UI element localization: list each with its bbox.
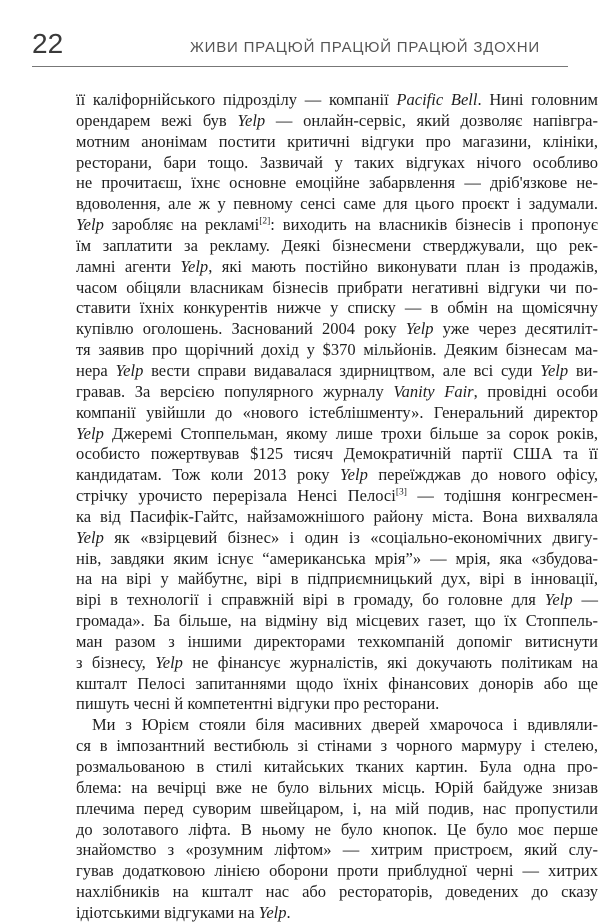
text-line: плечима перед суворим швейцаром, і, на мій подив, нас пропустили	[76, 798, 598, 818]
paragraph-2	[76, 715, 598, 923]
text-line: Yelp заробляє на рекламі[2]: виходить на власників бізнесів і пропонує	[76, 215, 598, 235]
text-line: знайомство з «розумним ліфтом» — хитрим пристроєм, який слу-	[76, 840, 598, 860]
text-line: стрічку урочисто перерізала Ненсі Пелосі[3] — тодішня конгресмен-	[76, 486, 599, 506]
text-line: вдоволення, але ж у певному сенсі саме для цього проєкт і задумали.	[76, 194, 598, 214]
text-line: на на вірі у майбутнє, вірі в підприємницький дух, вірі в інновації,	[76, 569, 598, 589]
text-line: часом обіцяли власникам бізнесів прибрати негативні відгуки чи по-	[76, 277, 598, 297]
page-number: 22	[32, 28, 64, 59]
text-line: з бізнесу, Yelp не фінансує журналістів, які докучають політикам на	[76, 652, 598, 672]
text-line: розмальованою в стилі китайських тканих картин. Була одна про-	[76, 757, 598, 776]
text-line: нера Yelp вести справи видавалася здирництвом, але всі суди Yelp ви-	[76, 360, 598, 380]
text-line: гравав. За версією популярного журналу Vanity Fair, провідні особи	[76, 381, 598, 401]
text-line: пишуть чесні й компетентні відгуки про ресторани.	[76, 694, 440, 714]
text-line: орендарем вежі був Yelp — онлайн-сервіс, який дозволяє напівгра-	[76, 110, 598, 130]
footnote-ref: [3]	[395, 487, 407, 498]
text-line: Yelp як «взірцевий бізнес» і один із «соціально-економічних двигу-	[76, 527, 598, 547]
text-line: нахлібників на кшталт нас або рестораторів, доведених до сказу	[76, 882, 598, 902]
text-line: не прочитаєш, їхнє основне емоційне забарвлення — дріб'язкове не-	[76, 173, 598, 193]
body-text	[76, 90, 598, 924]
text-line: ресторани, бари тощо. Зазвичай у таких відгуках нічого особливо	[76, 152, 598, 172]
text-line: кшталт Пелосі запитаннями щодо їхніх фінансових донорів або ще	[76, 673, 598, 693]
text-line: блема: на вечірці вже не було вільних місць. Юрій байдуже знизав	[76, 777, 598, 797]
text-line: ся в імпозантний вестибюль зі стінами з чорного мармуру і стелею,	[76, 736, 598, 756]
text-line: тя заявив про щорічний дохід у $370 мільйонів. Деяким бізнесам ма-	[76, 340, 598, 360]
text-line: її каліфорнійського підрозділу — компанії Pacific Bell. Нині головним	[76, 90, 598, 109]
text-line: вірі в технології і справжній вірі в громаду, бо головне для Yelp —	[76, 590, 599, 610]
text-line: нів, завдяки яким існує “американська мрія”» — мрія, яка «збудова-	[76, 548, 598, 568]
footnote-ref: [2]	[259, 216, 271, 227]
text-line: ламні агенти Yelp, які мають постійно виконувати план із продажів,	[76, 256, 599, 276]
header-rule	[32, 66, 568, 67]
text-line: ставити їхніх конкурентів нижче у списку — в обмін на щомісячну	[76, 298, 598, 318]
text-line: кандидатам. Тож коли 2013 року Yelp переїжджав до нового офісу,	[76, 465, 598, 485]
text-line: Yelp Джеремі Стоппельман, якому лише трохи більше за сорок років,	[76, 423, 598, 443]
text-line: ідіотськими відгуками на Yelp.	[76, 902, 291, 922]
text-line: гував додатковою лінією оборони проти приблудної черні — хитрих	[76, 861, 598, 881]
text-line: мотним анонімам постити критичні відгуки про магазини, клініки,	[76, 131, 598, 151]
text-line: Ми з Юрієм стояли біля масивних дверей хмарочоса і вдивляли-	[92, 715, 598, 735]
text-line: компанії увійшли до «нового істеблішменту». Генеральний директор	[76, 402, 598, 422]
text-line: особисто пожертвував $125 тисяч Демократичній партії США та її	[76, 444, 598, 464]
text-line: до золотавого ліфта. В ньому не було кнопок. Це було моє перше	[76, 819, 598, 839]
text-line: купівлю оголошень. Заснований 2004 року Yelp уже через десятиліт-	[76, 319, 598, 339]
running-head: ЖИВИ ПРАЦЮЙ ПРАЦЮЙ ПРАЦЮЙ ЗДОХНИ	[190, 39, 540, 56]
text-line: ка від Пасифік-Гайтс, найзаможнішого району міста. Вона вихваляла	[76, 506, 598, 526]
text-line: їм заплатити за рекламу. Деякі бізнесмени стверджували, що рек-	[76, 235, 598, 255]
text-line: ман разом з іншими директорами техкомпаній допоміг витиснути	[76, 631, 598, 651]
text-line: громада». Ба більше, на відміну від місцевих газет, що їх Стоппель-	[76, 611, 598, 631]
paragraph-1	[76, 90, 598, 715]
